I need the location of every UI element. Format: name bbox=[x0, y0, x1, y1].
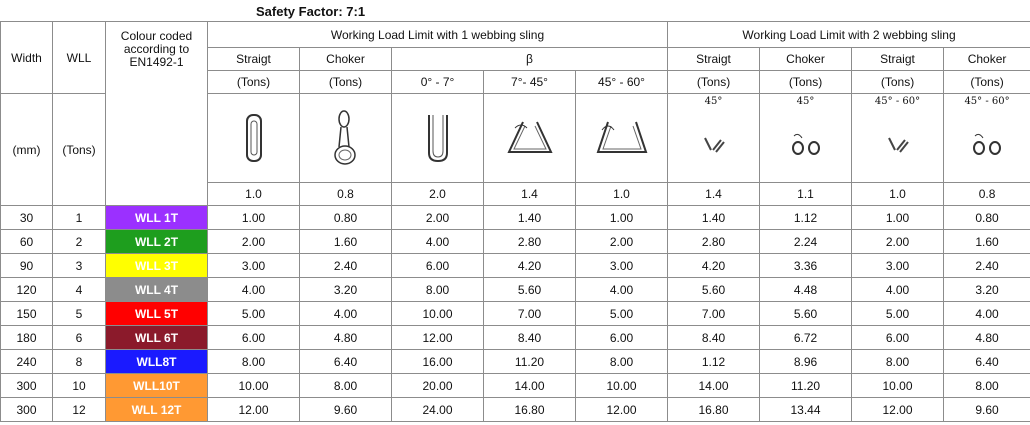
wll-cell: 4 bbox=[53, 278, 106, 302]
angle-7-45: 7°- 45° bbox=[484, 71, 576, 94]
header-straigt: Straigt bbox=[208, 48, 300, 71]
wll-value-cell: 3.20 bbox=[944, 278, 1030, 302]
two-straight-wide-sling-icon bbox=[883, 130, 913, 160]
header-colour-coded: Colour coded according to EN1492-1 bbox=[106, 22, 208, 206]
basket-45-60-cell bbox=[576, 94, 668, 183]
width-cell: 300 bbox=[1, 374, 53, 398]
colour-code-cell: WLL 3T bbox=[106, 254, 208, 278]
wll-value-cell: 4.80 bbox=[300, 326, 392, 350]
unit-tons-5: (Tons) bbox=[852, 71, 944, 94]
unit-tons-4: (Tons) bbox=[760, 71, 852, 94]
wll-value-cell: 2.40 bbox=[300, 254, 392, 278]
two-straight-wide-cell bbox=[852, 94, 944, 183]
wll-value-cell: 2.00 bbox=[576, 230, 668, 254]
factor-cell: 0.8 bbox=[944, 183, 1030, 206]
wll-value-cell: 1.60 bbox=[944, 230, 1030, 254]
table-row bbox=[1, 398, 1030, 422]
wll-value-cell: 2.80 bbox=[484, 230, 576, 254]
wll-value-cell: 16.00 bbox=[392, 350, 484, 374]
wll-value-cell: 5.00 bbox=[208, 302, 300, 326]
wll-value-cell: 8.00 bbox=[208, 350, 300, 374]
two-choker-wide-cell bbox=[944, 94, 1030, 183]
table-row bbox=[1, 278, 1030, 302]
wll-value-cell: 16.80 bbox=[484, 398, 576, 422]
wll-value-cell: 1.40 bbox=[668, 206, 760, 230]
wll-value-cell: 6.00 bbox=[208, 326, 300, 350]
wll-value-cell: 8.40 bbox=[668, 326, 760, 350]
header-choker: Choker bbox=[300, 48, 392, 71]
wll-value-cell: 6.00 bbox=[852, 326, 944, 350]
colour-code-cell: WLL 4T bbox=[106, 278, 208, 302]
wll-value-cell: 7.00 bbox=[668, 302, 760, 326]
wll-value-cell: 6.40 bbox=[300, 350, 392, 374]
table-row bbox=[1, 302, 1030, 326]
width-cell: 30 bbox=[1, 206, 53, 230]
unit-tons-3: (Tons) bbox=[668, 71, 760, 94]
wll-value-cell: 10.00 bbox=[392, 302, 484, 326]
colour-code-cell: WLL 12T bbox=[106, 398, 208, 422]
wll-value-cell: 14.00 bbox=[668, 374, 760, 398]
header-two-sling: Working Load Limit with 2 webbing sling bbox=[668, 22, 1030, 48]
wll-value-cell: 24.00 bbox=[392, 398, 484, 422]
two-straight-sling-icon bbox=[699, 130, 729, 160]
wll-value-cell: 8.00 bbox=[576, 350, 668, 374]
wll-value-cell: 3.00 bbox=[208, 254, 300, 278]
wll-value-cell: 11.20 bbox=[760, 374, 852, 398]
colour-code-cell: WLL 5T bbox=[106, 302, 208, 326]
header-choker-2: Choker bbox=[760, 48, 852, 71]
wll-value-cell: 5.60 bbox=[760, 302, 852, 326]
wll-value-cell: 4.00 bbox=[208, 278, 300, 302]
angle-label-2: 45° bbox=[796, 96, 815, 107]
wll-value-cell: 1.40 bbox=[484, 206, 576, 230]
angle-0-7: 0° - 7° bbox=[392, 71, 484, 94]
factor-cell: 1.4 bbox=[484, 183, 576, 206]
basket-angled-icon bbox=[505, 118, 555, 158]
basket-wide-icon bbox=[594, 118, 650, 158]
wll-value-cell: 8.96 bbox=[760, 350, 852, 374]
wll-value-cell: 10.00 bbox=[852, 374, 944, 398]
wll-value-cell: 12.00 bbox=[392, 326, 484, 350]
wll-cell: 10 bbox=[53, 374, 106, 398]
unit-tons-1: (Tons) bbox=[208, 71, 300, 94]
factor-cell: 1.0 bbox=[852, 183, 944, 206]
wll-value-cell: 8.00 bbox=[300, 374, 392, 398]
wll-cell: 1 bbox=[53, 206, 106, 230]
unit-tons: (Tons) bbox=[53, 94, 106, 206]
angle-45-60: 45° - 60° bbox=[576, 71, 668, 94]
wll-value-cell: 6.00 bbox=[576, 326, 668, 350]
width-cell: 120 bbox=[1, 278, 53, 302]
wll-value-cell: 3.00 bbox=[576, 254, 668, 278]
basket-vertical-icon bbox=[425, 111, 451, 165]
colour-code-cell: WLL10T bbox=[106, 374, 208, 398]
wll-value-cell: 4.48 bbox=[760, 278, 852, 302]
wll-value-cell: 3.00 bbox=[852, 254, 944, 278]
two-choker-cell bbox=[760, 94, 852, 183]
header-wll: WLL bbox=[53, 22, 106, 94]
wll-value-cell: 1.00 bbox=[576, 206, 668, 230]
wll-value-cell: 2.24 bbox=[760, 230, 852, 254]
wll-value-cell: 2.40 bbox=[944, 254, 1030, 278]
wll-cell: 12 bbox=[53, 398, 106, 422]
width-cell: 150 bbox=[1, 302, 53, 326]
wll-value-cell: 8.00 bbox=[852, 350, 944, 374]
wll-value-cell: 3.20 bbox=[300, 278, 392, 302]
header-straigt-3: Straigt bbox=[852, 48, 944, 71]
basket-7-45-cell bbox=[484, 94, 576, 183]
wll-value-cell: 8.00 bbox=[944, 374, 1030, 398]
wll-value-cell: 1.12 bbox=[668, 350, 760, 374]
wll-value-cell: 6.40 bbox=[944, 350, 1030, 374]
wll-value-cell: 1.12 bbox=[760, 206, 852, 230]
safety-factor-title: Safety Factor: 7:1 bbox=[256, 4, 366, 19]
wll-value-cell: 4.00 bbox=[392, 230, 484, 254]
header-one-sling: Working Load Limit with 1 webbing sling bbox=[208, 22, 668, 48]
wll-value-cell: 0.80 bbox=[944, 206, 1030, 230]
colour-code-cell: WLL 2T bbox=[106, 230, 208, 254]
two-choker-wide-sling-icon bbox=[969, 130, 1005, 160]
width-cell: 180 bbox=[1, 326, 53, 350]
wll-value-cell: 2.00 bbox=[392, 206, 484, 230]
title-bar bbox=[0, 0, 1030, 21]
wll-value-cell: 4.00 bbox=[300, 302, 392, 326]
wll-value-cell: 5.60 bbox=[484, 278, 576, 302]
wll-value-cell: 20.00 bbox=[392, 374, 484, 398]
wll-value-cell: 4.80 bbox=[944, 326, 1030, 350]
unit-tons-6: (Tons) bbox=[944, 71, 1030, 94]
two-straight-cell bbox=[668, 94, 760, 183]
table-row bbox=[1, 206, 1030, 230]
table-body bbox=[1, 206, 1030, 422]
wll-value-cell: 9.60 bbox=[944, 398, 1030, 422]
table-row bbox=[1, 326, 1030, 350]
wll-value-cell: 13.44 bbox=[760, 398, 852, 422]
wll-value-cell: 2.00 bbox=[852, 230, 944, 254]
basket-0-7-cell bbox=[392, 94, 484, 183]
wll-value-cell: 2.80 bbox=[668, 230, 760, 254]
wll-value-cell: 12.00 bbox=[852, 398, 944, 422]
wll-value-cell: 14.00 bbox=[484, 374, 576, 398]
factor-cell: 1.0 bbox=[576, 183, 668, 206]
wll-value-cell: 4.00 bbox=[576, 278, 668, 302]
colour-code-cell: WLL 1T bbox=[106, 206, 208, 230]
width-cell: 90 bbox=[1, 254, 53, 278]
choker-sling-icon bbox=[331, 109, 361, 167]
unit-mm: (mm) bbox=[1, 94, 53, 206]
table-row bbox=[1, 230, 1030, 254]
wll-value-cell: 10.00 bbox=[208, 374, 300, 398]
angle-label-1: 45° bbox=[704, 96, 723, 107]
wll-value-cell: 1.00 bbox=[852, 206, 944, 230]
wll-value-cell: 9.60 bbox=[300, 398, 392, 422]
wll-cell: 8 bbox=[53, 350, 106, 374]
colour-code-cell: WLL8T bbox=[106, 350, 208, 374]
wll-value-cell: 1.00 bbox=[208, 206, 300, 230]
factor-cell: 0.8 bbox=[300, 183, 392, 206]
wll-value-cell: 11.20 bbox=[484, 350, 576, 374]
wll-value-cell: 4.00 bbox=[944, 302, 1030, 326]
wll-cell: 5 bbox=[53, 302, 106, 326]
wll-value-cell: 2.00 bbox=[208, 230, 300, 254]
wll-table bbox=[0, 21, 1030, 422]
unit-tons-2: (Tons) bbox=[300, 71, 392, 94]
angle-label-3: 45° - 60° bbox=[874, 96, 921, 107]
wll-value-cell: 8.40 bbox=[484, 326, 576, 350]
wll-value-cell: 6.00 bbox=[392, 254, 484, 278]
wll-value-cell: 4.00 bbox=[852, 278, 944, 302]
wll-value-cell: 5.00 bbox=[852, 302, 944, 326]
factor-cell: 1.1 bbox=[760, 183, 852, 206]
wll-value-cell: 6.72 bbox=[760, 326, 852, 350]
two-choker-sling-icon bbox=[788, 130, 824, 160]
table-row bbox=[1, 374, 1030, 398]
width-cell: 60 bbox=[1, 230, 53, 254]
wll-value-cell: 1.60 bbox=[300, 230, 392, 254]
header-beta: β bbox=[392, 48, 668, 71]
colour-code-cell: WLL 6T bbox=[106, 326, 208, 350]
wll-cell: 2 bbox=[53, 230, 106, 254]
wll-value-cell: 8.00 bbox=[392, 278, 484, 302]
width-cell: 240 bbox=[1, 350, 53, 374]
wll-value-cell: 12.00 bbox=[208, 398, 300, 422]
factor-cell: 1.0 bbox=[208, 183, 300, 206]
wll-value-cell: 16.80 bbox=[668, 398, 760, 422]
wll-value-cell: 7.00 bbox=[484, 302, 576, 326]
straight-sling-cell bbox=[208, 94, 300, 183]
factor-cell: 2.0 bbox=[392, 183, 484, 206]
table-row bbox=[1, 254, 1030, 278]
header-choker-3: Choker bbox=[944, 48, 1030, 71]
wll-value-cell: 12.00 bbox=[576, 398, 668, 422]
wll-value-cell: 0.80 bbox=[300, 206, 392, 230]
header-straigt-2: Straigt bbox=[668, 48, 760, 71]
width-cell: 300 bbox=[1, 398, 53, 422]
wll-value-cell: 4.20 bbox=[484, 254, 576, 278]
wll-value-cell: 4.20 bbox=[668, 254, 760, 278]
straight-sling-icon bbox=[244, 113, 264, 163]
angle-label-4: 45° - 60° bbox=[964, 96, 1010, 107]
wll-value-cell: 5.60 bbox=[668, 278, 760, 302]
wll-cell: 3 bbox=[53, 254, 106, 278]
wll-value-cell: 3.36 bbox=[760, 254, 852, 278]
header-width: Width bbox=[1, 22, 53, 94]
wll-value-cell: 5.00 bbox=[576, 302, 668, 326]
wll-value-cell: 10.00 bbox=[576, 374, 668, 398]
table-row bbox=[1, 350, 1030, 374]
factor-cell: 1.4 bbox=[668, 183, 760, 206]
wll-cell: 6 bbox=[53, 326, 106, 350]
choker-sling-cell bbox=[300, 94, 392, 183]
